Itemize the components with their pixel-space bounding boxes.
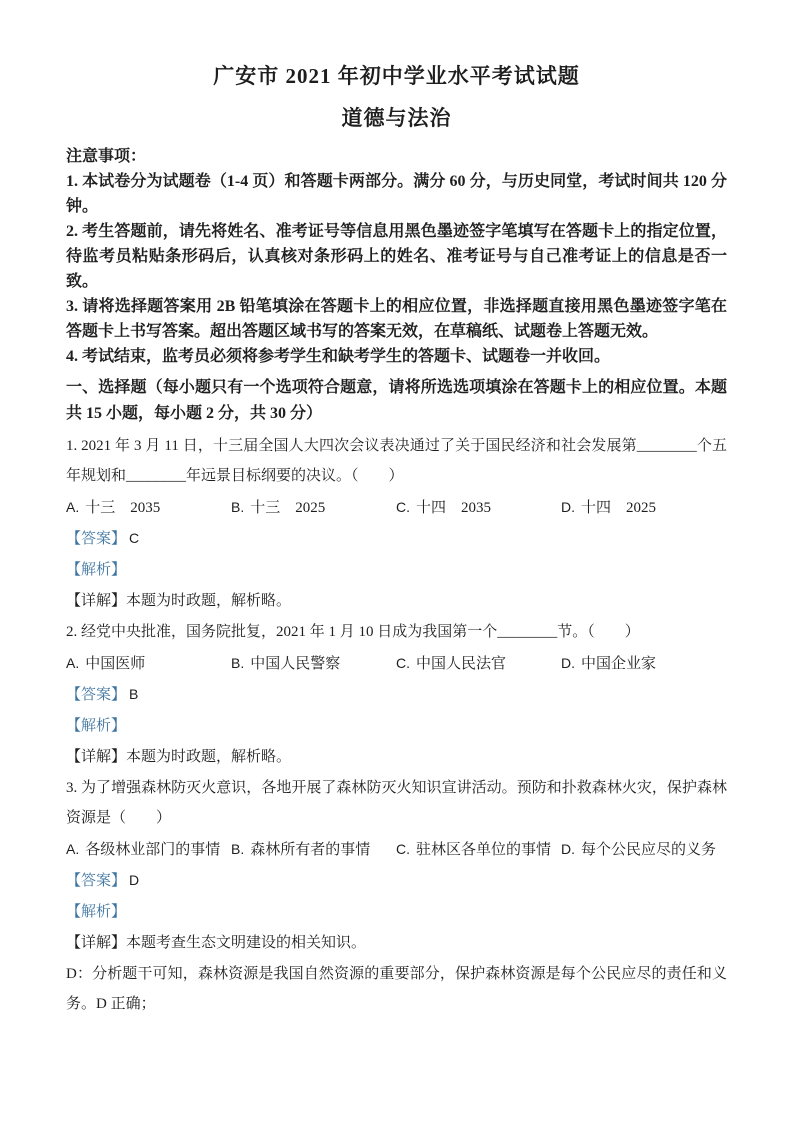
exam-subject: 道德与法治 [341,106,452,130]
question-3-option-d [561,834,726,865]
analysis-label: 【解析】 [66,904,127,920]
option-text: 中国人民法官 [416,656,507,672]
notices-heading: 注意事项： [66,148,147,165]
answer-label: 【答案】 [66,531,127,547]
option-label: A. [66,499,80,515]
answer-label: 【答案】 [66,873,127,889]
answer-value: D [129,872,140,888]
notice-item-1: 1. 本试卷分为试题卷（1-4 页）和答题卡两部分。满分 60 分，与历史同堂，考试时间共 120 分钟。 [66,173,727,215]
question-3-option-c [396,834,561,865]
question-2-options [66,648,727,679]
question-1-options [66,492,727,523]
question-2-option-b [231,648,396,679]
question-3-explanation: D：分析题干可知，森林资源是我国自然资源的重要部分，保护森林资源是每个公民应尽的责任和义务。D 正确； [66,966,727,1012]
notices-section [66,144,727,369]
option-text: 中国医师 [85,656,146,672]
option-text: 每个公民应尽的义务 [581,842,717,858]
option-label: C. [396,499,410,515]
option-text: 中国人民警察 [250,656,341,672]
option-label: C. [396,841,410,857]
question-2-option-d [561,648,726,679]
question-1 [66,431,727,616]
question-3-option-b [231,834,396,865]
section-heading: 一、选择题（每小题只有一个选项符合题意，请将所选选项填涂在答题卡上的相应位置。本题共 15 小题，每小题 2 分，共 30 分） [66,379,727,422]
question-1-option-d [561,492,726,523]
answer-label: 【答案】 [66,687,127,703]
option-label: B. [231,499,245,515]
question-3-detail: 【详解】本题考查生态文明建设的相关知识。 [66,935,367,951]
option-label: C. [396,655,410,671]
option-label: B. [231,655,245,671]
question-3-stem: 3. 为了增强森林防灭火意识，各地开展了森林防灭火知识宣讲活动。预防和扑救森林火灾，保护森林资源是（ ） [66,780,727,826]
option-text: 十四 2035 [416,500,492,516]
question-2-answer-line [66,679,727,710]
question-3 [66,773,727,1019]
question-1-detail: 【详解】本题为时政题，解析略。 [66,593,292,609]
answer-value: C [129,530,140,546]
question-1-option-a [66,492,231,523]
question-2-detail: 【详解】本题为时政题，解析略。 [66,749,292,765]
question-2-option-a [66,648,231,679]
option-text: 十三 2035 [85,500,161,516]
question-1-option-b [231,492,396,523]
answer-value: B [129,686,139,702]
option-label: D. [561,655,575,671]
exam-title: 广安市 2021 年初中学业水平考试试题 [213,64,580,88]
question-1-analysis-line [66,555,727,585]
notice-item-2: 2. 考生答题前，请先将姓名、准考证号等信息用黑色墨迹签字笔填写在答题卡上的指定位置，待监考员粘贴条形码后，认真核对条形码上的姓名、准考证号与自己准考证上的信息是否一致。 [66,223,727,290]
notice-item-3: 3. 请将选择题答案用 2B 铅笔填涂在答题卡上的相应位置，非选择题直接用黑色墨迹签字笔在答题卡上书写答案。超出答题区域书写的答案无效，在草稿纸、试题卷上答题无效。 [66,298,727,340]
notice-item-4: 4. 考试结束，监考员必须将参考学生和缺考学生的答题卡、试题卷一并收回。 [66,348,611,365]
option-label: A. [66,655,80,671]
question-2-option-c [396,648,561,679]
question-3-answer-line [66,865,727,896]
option-label: A. [66,841,80,857]
question-2-analysis-line [66,711,727,741]
question-2-stem: 2. 经党中央批准，国务院批复，2021 年 1 月 10 日成为我国第一个________节。（ ） [66,624,640,640]
option-text: 中国企业家 [581,656,657,672]
question-3-options [66,834,727,865]
option-text: 驻林区各单位的事情 [416,842,552,858]
analysis-label: 【解析】 [66,718,127,734]
option-text: 十四 2025 [581,500,657,516]
option-label: D. [561,841,575,857]
question-2 [66,617,727,772]
question-3-option-a [66,834,231,865]
option-text: 十三 2025 [250,500,326,516]
option-label: B. [231,841,245,857]
question-1-option-c [396,492,561,523]
option-text: 森林所有者的事情 [250,842,371,858]
question-1-stem: 1. 2021 年 3 月 11 日，十三届全国人大四次会议表决通过了关于国民经济和社会发展第________个五年规划和________年远景目标纲要的决议。（ ） [66,438,727,484]
analysis-label: 【解析】 [66,562,127,578]
option-label: D. [561,499,575,515]
option-text: 各级林业部门的事情 [85,842,221,858]
question-1-answer-line [66,523,727,554]
question-3-analysis-line [66,897,727,927]
